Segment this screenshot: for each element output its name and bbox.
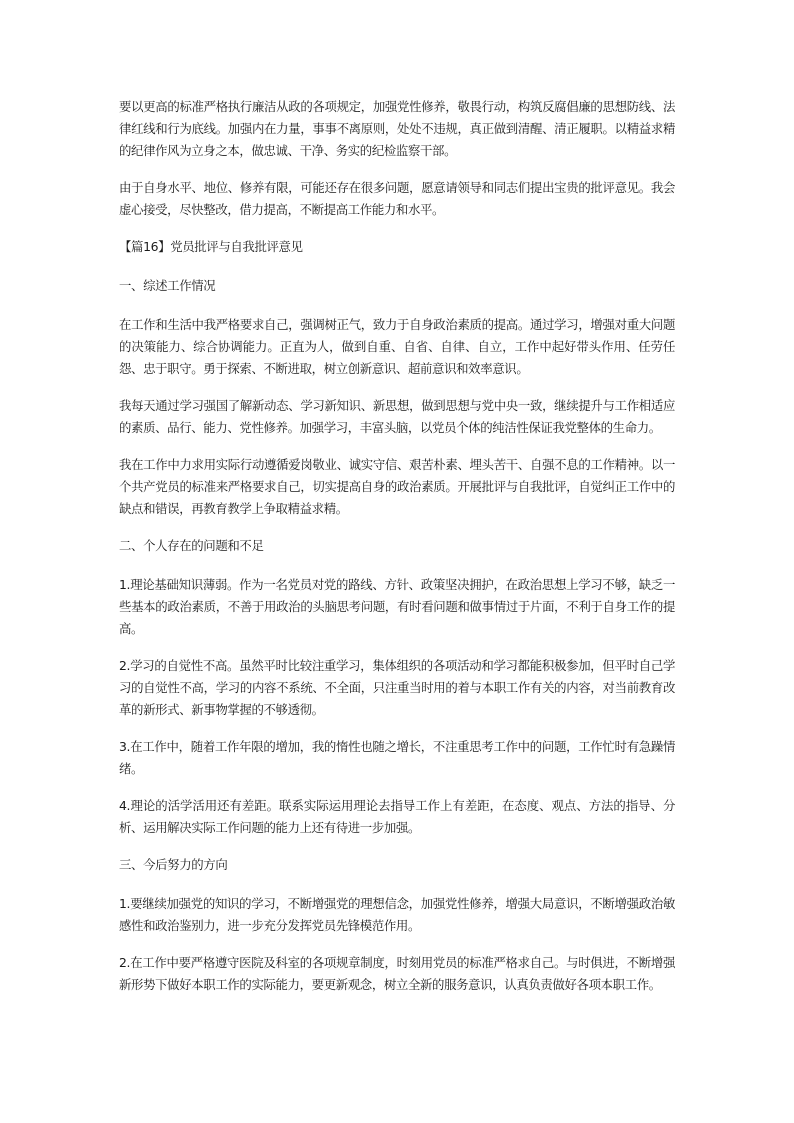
- problem-item-1: 1.理论基础知识薄弱。作为一名党员对党的路线、方针、政策坚决拥护，在政治思想上学习不够，缺乏一些基本的政治素质，不善于用政治的头脑思考问题，有时看问题和做事情过于片面，不利于自身工作的提高。: [119, 577, 675, 636]
- paragraph-discipline: 要以更高的标准严格执行廉洁从政的各项规定，加强党性修养，敬畏行动，构筑反腐倡廉的思想防线、法律红线和行为底线。加强内在力量，事事不离原则，处处不违规，真正做到清醒、清正履职。以精益求精的纪律作风为立身之本，做忠诚、干净、务实的纪检监察干部。: [119, 99, 675, 158]
- paragraph-work-life: 在工作和生活中我严格要求自己，强调树正气，致力于自身政治素质的提高。通过学习，增强对重大问题的决策能力、综合协调能力。正直为人，做到自重、自省、自律、自立，工作中起好带头作用、任劳任怨、忠于职守。勇于探索、不断进取，树立创新意识、超前意识和效率意识。: [119, 317, 675, 376]
- section-title: 【篇16】党员批评与自我批评意见: [119, 239, 303, 254]
- document-body: [119, 96, 675, 1011]
- direction-item-1: 1.要继续加强党的知识的学习，不断增强党的理想信念，加强党性修养，增强大局意识，不断增强政治敏感性和政治鉴别力，进一步充分发挥党员先锋模范作用。: [119, 896, 675, 933]
- direction-item-2: 2.在工作中要严格遵守医院及科室的各项规章制度，时刻用党员的标准严格求自己。与时俱进，不断增强新形势下做好本职工作的实际能力，要更新观念，树立全新的服务意识，认真负责做好各项本职工作。: [119, 955, 675, 992]
- problem-item-3: 3.在工作中，随着工作年限的增加，我的惰性也随之增长，不注重思考工作中的问题，工作忙时有急躁情绪。: [119, 739, 675, 776]
- paragraph-daily-study: 我每天通过学习强国了解新动态、学习新知识、新思想，做到思想与党中央一致，继续提升与工作相适应的素质、品行、能力、党性修养。加强学习，丰富头脑，以党员个体的纯洁性保证我党整体的生命力。: [119, 398, 675, 435]
- paragraph-work-spirit: 我在工作中力求用实际行动遵循爱岗敬业、诚实守信、艰苦朴素、埋头苦干、自强不息的工作精神。以一个共产党员的标准来严格要求自己，切实提高自身的政治素质。开展批评与自我批评，自觉纠正工作中的缺点和错误，再教育教学上争取精益求精。: [119, 457, 675, 516]
- heading-problems: 二、个人存在的问题和不足: [119, 538, 264, 553]
- paragraph-self-limitations: 由于自身水平、地位、修养有限，可能还存在很多问题，愿意请领导和同志们提出宝贵的批评意见。我会虚心接受，尽快整改，借力提高，不断提高工作能力和水平。: [119, 180, 675, 217]
- problem-item-4: 4.理论的活学活用还有差距。联系实际运用理论去指导工作上有差距，在态度、观点、方法的指导、分析、运用解决实际工作问题的能力上还有待进一步加强。: [119, 798, 675, 835]
- problem-item-2: 2.学习的自觉性不高。虽然平时比较注重学习，集体组织的各项活动和学习都能积极参加，但平时自己学习的自觉性不高，学习的内容不系统、不全面，只注重当时用的着与本职工作有关的内容，对当前教育改革的新形式、新事物掌握的不够透彻。: [119, 658, 675, 717]
- heading-future-direction: 三、今后努力的方向: [119, 857, 228, 872]
- heading-work-summary: 一、综述工作情况: [119, 278, 216, 293]
